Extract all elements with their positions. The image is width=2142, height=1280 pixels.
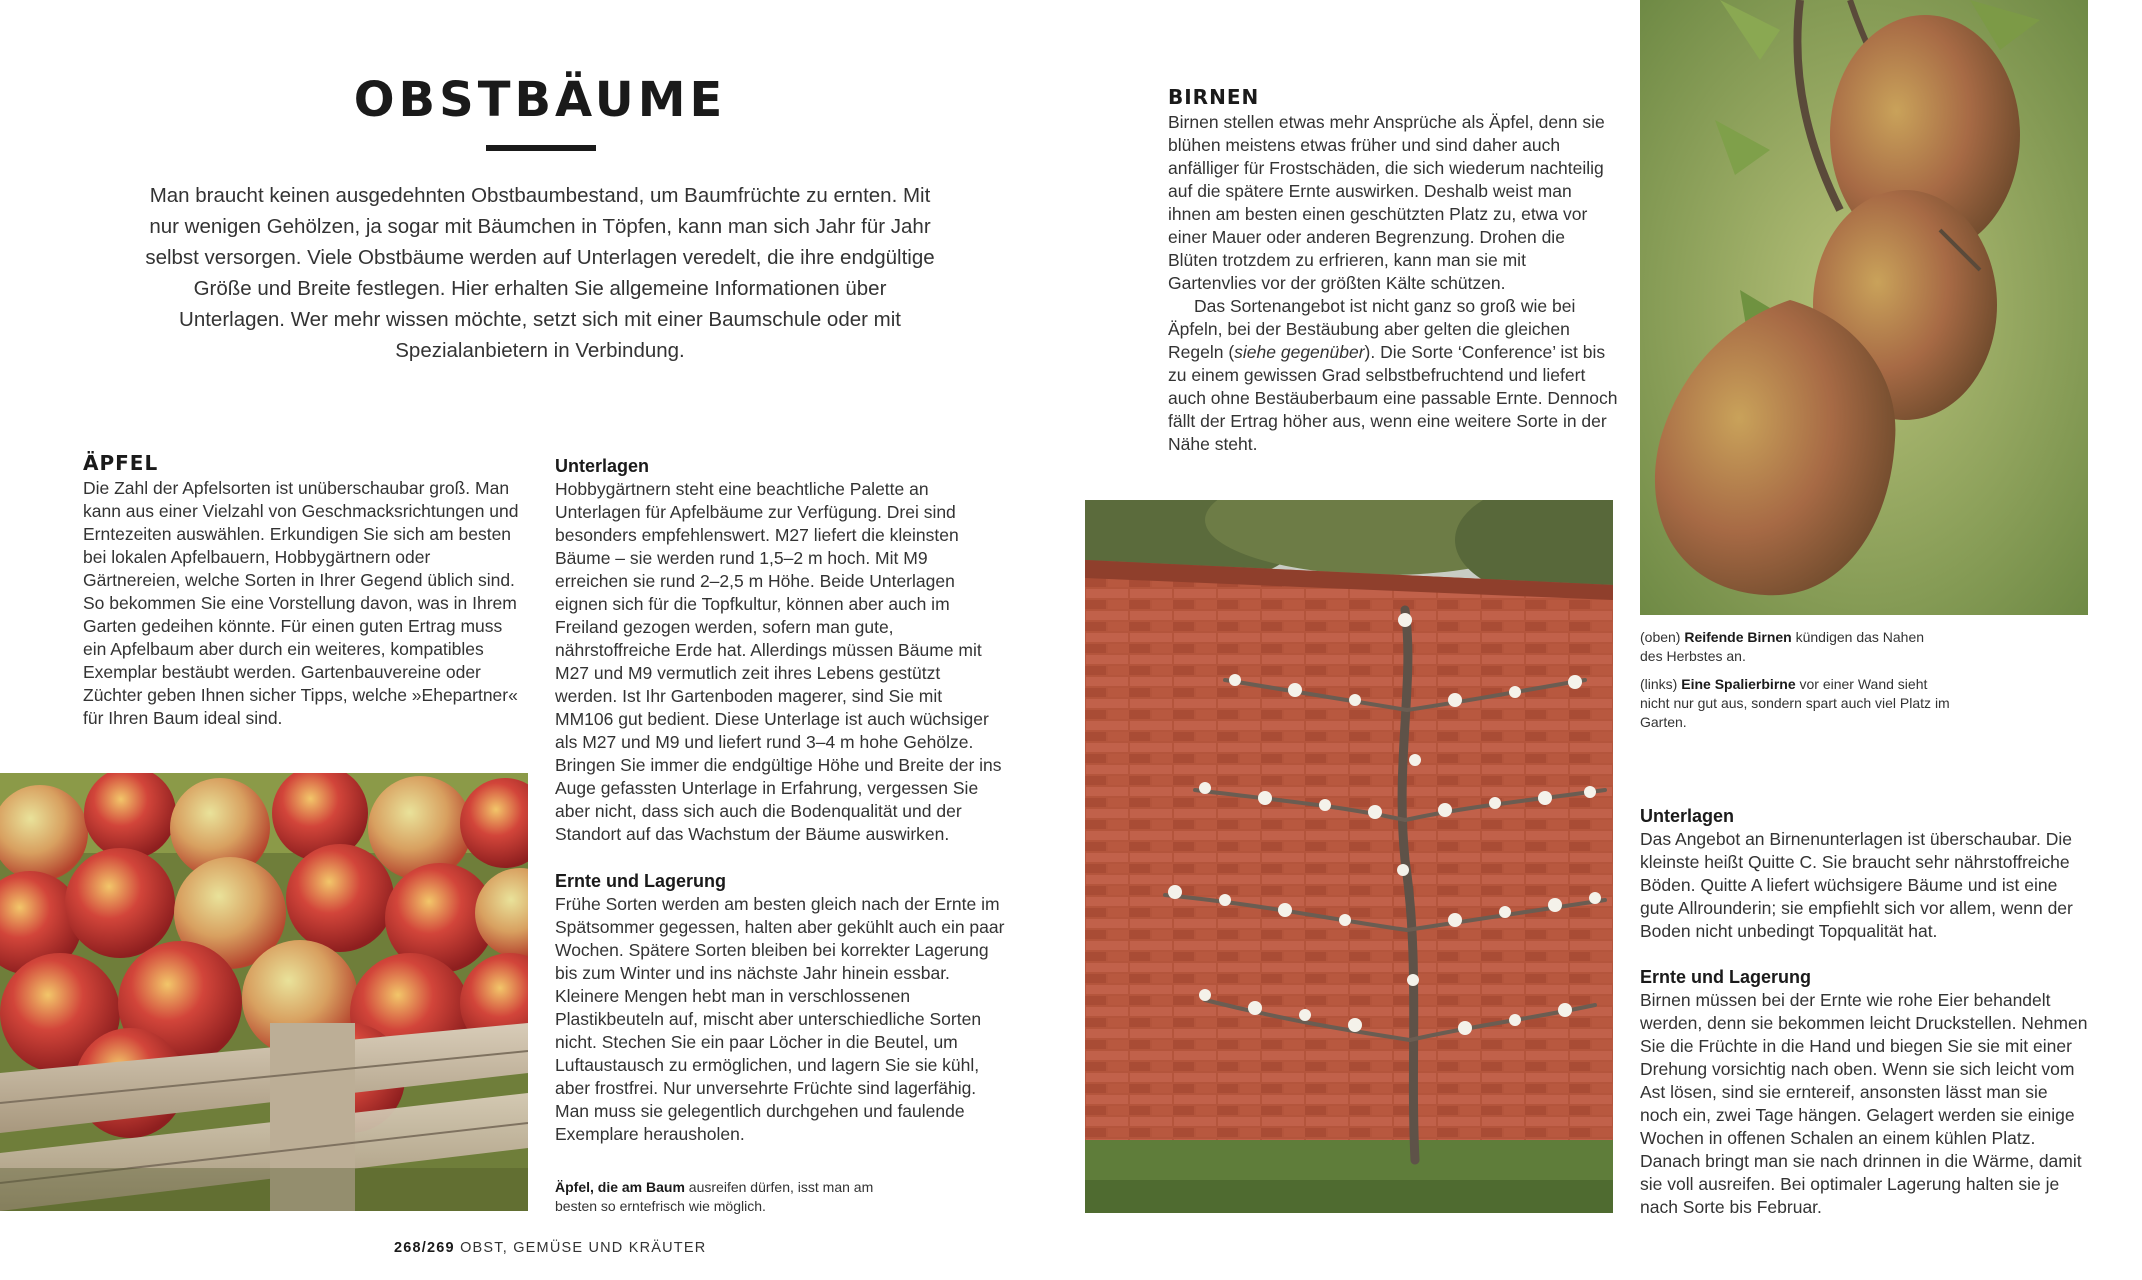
ernte-birne-section bbox=[1640, 966, 2090, 1219]
apple-crate-photo bbox=[0, 773, 528, 1211]
intro-paragraph: Man braucht keinen ausgedehnten Obstbaumbestand, um Baumfrüchte zu ernten. Mit nur wenigen Gehölzen, ja sogar mit Bäumchen in Töpfen, kann man sich Jahr für Jahr selbst versorgen. Viele Obstbäume werden auf Unterlagen veredelt, die ihre endgültige Größe und Breite festlegen. Hier erhalten Sie allgemeine Informationen über Unterlagen. Wer mehr wissen möchte, setzt sich mit einer Baumschule oder mit Spezialanbietern in Verbindung. bbox=[145, 184, 935, 362]
page-footer bbox=[394, 1240, 706, 1256]
caption-links-bold: Eine Spalierbirne bbox=[1681, 676, 1796, 692]
ernte-apfel-heading: Ernte und Lagerung bbox=[555, 871, 726, 891]
caption-links-prefix: (links) bbox=[1640, 676, 1682, 692]
apfel-text: Die Zahl der Apfelsorten ist unüberschaubar groß. Man kann aus einer Vielzahl von Geschmacksrichtungen und Erntezeiten auswählen. Erkundigen Sie sich am besten bei lokalen Apfelbauern, Hobbygärtnern oder Gärtnereien, welche Sorten in Ihrer Gegend üblich sind. So bekommen Sie eine Vorstellung davon, was in Ihrem Garten gedeihen könnte. Für einen guten Ertrag muss ein Apfelbaum aber durch ein weiteres, kompatibles Exemplar bestäubt werden. Gartenbauvereine oder Züchter geben Ihnen sicher Tipps, welche »Ehepartner« für Ihren Baum ideal sind. bbox=[83, 478, 519, 728]
unterlagen-apfel-section bbox=[555, 455, 1005, 846]
page-title: OBSTBÄUME bbox=[353, 72, 727, 128]
birnen-p2-ref: siehe gegenüber bbox=[1234, 342, 1365, 362]
unterlagen-birne-text: Das Angebot an Birnenunterlagen ist überschaubar. Die kleinste heißt Quitte C. Sie braucht sehr nährstoffreiche Böden. Quitte A liefert wüchsigere Bäume und ist eine gute Allrounderin; sie empfiehlt sich vor allem, wenn der Boden nicht unbedingt Topqualität hat. bbox=[1640, 829, 2073, 941]
ernte-birne-text: Birnen müssen bei der Ernte wie rohe Eier behandelt werden, denn sie bekommen leicht Druckstellen. Nehmen Sie die Früchte in die Hand und biegen Sie sie mit einer Drehung vorsichtig nach oben. Wenn sie sich leicht vom Ast lösen, sind sie erntereif, ansonsten lässt man sie noch ein, zwei Tage hängen. Gelagert werden sie einige Wochen in offenen Schalen an einem kühlen Platz. Danach bringt man sie nach drinnen in die Wärme, damit sie voll ausreifen. Bei optimaler Lagerung halten sie je nach Sorte bis Februar. bbox=[1640, 990, 2088, 1217]
caption-birnen-oben bbox=[1640, 628, 1940, 666]
unterlagen-apfel-text: Hobbygärtnern steht eine beachtliche Palette an Unterlagen für Apfelbäume zur Verfügung. Drei sind besonders empfehlenswert. M27 liefert die kleinsten Bäume – sie werden rund 1,5–2 m hoch. Mit M9 erreichen sie rund 2–2,5 m Höhe. Beide Unterlagen eignen sich für die Topfkultur, können aber auch im Freiland gezogen werden, sofern man gute, nährstoffreiche Erde hat. Allerdings müssen Bäume mit M27 und M9 vermutlich zeit ihres Lebens gestützt werden. Ist Ihr Gartenboden magerer, sind Sie mit MM106 gut bedient. Diese Unterlage ist auch wüchsiger als M27 und M9 und liefert rund 3–4 m hohe Gehölze. Bringen Sie immer die endgültige Höhe und Breite der ins Auge gefassten Unterlage in Erfahrung, vergessen Sie aber nicht, dass sich auch die Bodenqualität und der Standort auf das Wachstum der Bäume auswirken. bbox=[555, 479, 1002, 844]
caption-apfel-bold: Äpfel, die am Baum bbox=[555, 1179, 685, 1195]
unterlagen-birne-heading: Unterlagen bbox=[1640, 806, 1735, 826]
caption-birnen-links bbox=[1640, 675, 1960, 732]
espalier-wall-image bbox=[1085, 500, 1613, 1213]
birnen-p2a: Das Sortenangebot ist nicht ganz so groß wie bei Äpfeln, bei der Bestäubung aber gelten die gleichen Regeln ( bbox=[1168, 296, 1576, 362]
ripening-pears-image bbox=[1640, 0, 2088, 615]
apfel-heading: ÄPFEL bbox=[83, 451, 159, 475]
caption-links-rest: vor einer Wand sieht nicht nur gut aus, sondern spart auch viel Platz im Garten. bbox=[1640, 676, 1950, 730]
caption-apfel-rest: ausreifen dürfen, isst man am besten so erntefrisch wie möglich. bbox=[555, 1179, 874, 1214]
birnen-heading: BIRNEN bbox=[1168, 85, 1260, 109]
pears-photo bbox=[1640, 0, 2088, 615]
page-numbers: 268/269 bbox=[394, 1240, 455, 1256]
espalier-wall-photo bbox=[1085, 500, 1613, 1213]
caption-oben-bold: Reifende Birnen bbox=[1684, 629, 1792, 645]
section-name: OBST, GEMÜSE UND KRÄUTER bbox=[460, 1240, 707, 1256]
unterlagen-birne-section bbox=[1640, 805, 2090, 943]
caption-oben-prefix: (oben) bbox=[1640, 629, 1685, 645]
title-underline bbox=[486, 145, 596, 151]
apple-crate-image bbox=[0, 773, 528, 1211]
birnen-p2 bbox=[1168, 295, 1618, 456]
unterlagen-apfel-heading: Unterlagen bbox=[555, 456, 650, 476]
caption-apfel bbox=[555, 1178, 895, 1216]
apfel-section bbox=[83, 452, 528, 730]
birnen-section bbox=[1168, 86, 1618, 456]
caption-oben-rest: kündigen das Nahen des Herbstes an. bbox=[1640, 629, 1925, 664]
ernte-birne-heading: Ernte und Lagerung bbox=[1640, 967, 1811, 987]
birnen-p2b: ). Die Sorte ‘Conference’ ist bis zu einem gewissen Grad selbstbefruchtend und liefert auch ohne Bestäuberbaum eine passable Ernte. Dennoch fällt der Ertrag höher aus, wenn eine weitere Sorte in der Nähe steht. bbox=[1168, 342, 1618, 454]
birnen-p1: Birnen stellen etwas mehr Ansprüche als Äpfel, denn sie blühen meistens etwas früher und sind daher auch anfälliger für Frostschäden, die sich wiederum nachteilig auf die spätere Ernte auswirken. Deshalb weist man ihnen am besten einen geschützten Platz zu, etwa vor einer Mauer oder anderen Begrenzung. Drohen die Blüten trotzdem zu erfrieren, kann man sie mit Gartenvlies vor der größten Kälte schützen. bbox=[1168, 112, 1605, 293]
ernte-apfel-section bbox=[555, 870, 1005, 1146]
ernte-apfel-text: Frühe Sorten werden am besten gleich nach der Ernte im Spätsommer gegessen, halten aber gekühlt auch ein paar Wochen. Spätere Sorten bleiben bei korrekter Lagerung bis zum Winter und ins nächste Jahr hinein essbar. Kleinere Mengen hebt man in verschlossenen Plastikbeuteln auf, mischt aber unterschiedliche Sorten nicht. Stechen Sie ein paar Löcher in die Beutel, um Luftaustausch zu ermöglichen, und lagern Sie sie kühl, aber frostfrei. Nur unversehrte Früchte sind lagerfähig. Man muss sie gelegentlich durchgehen und faulende Exemplare herausholen. bbox=[555, 894, 1005, 1144]
